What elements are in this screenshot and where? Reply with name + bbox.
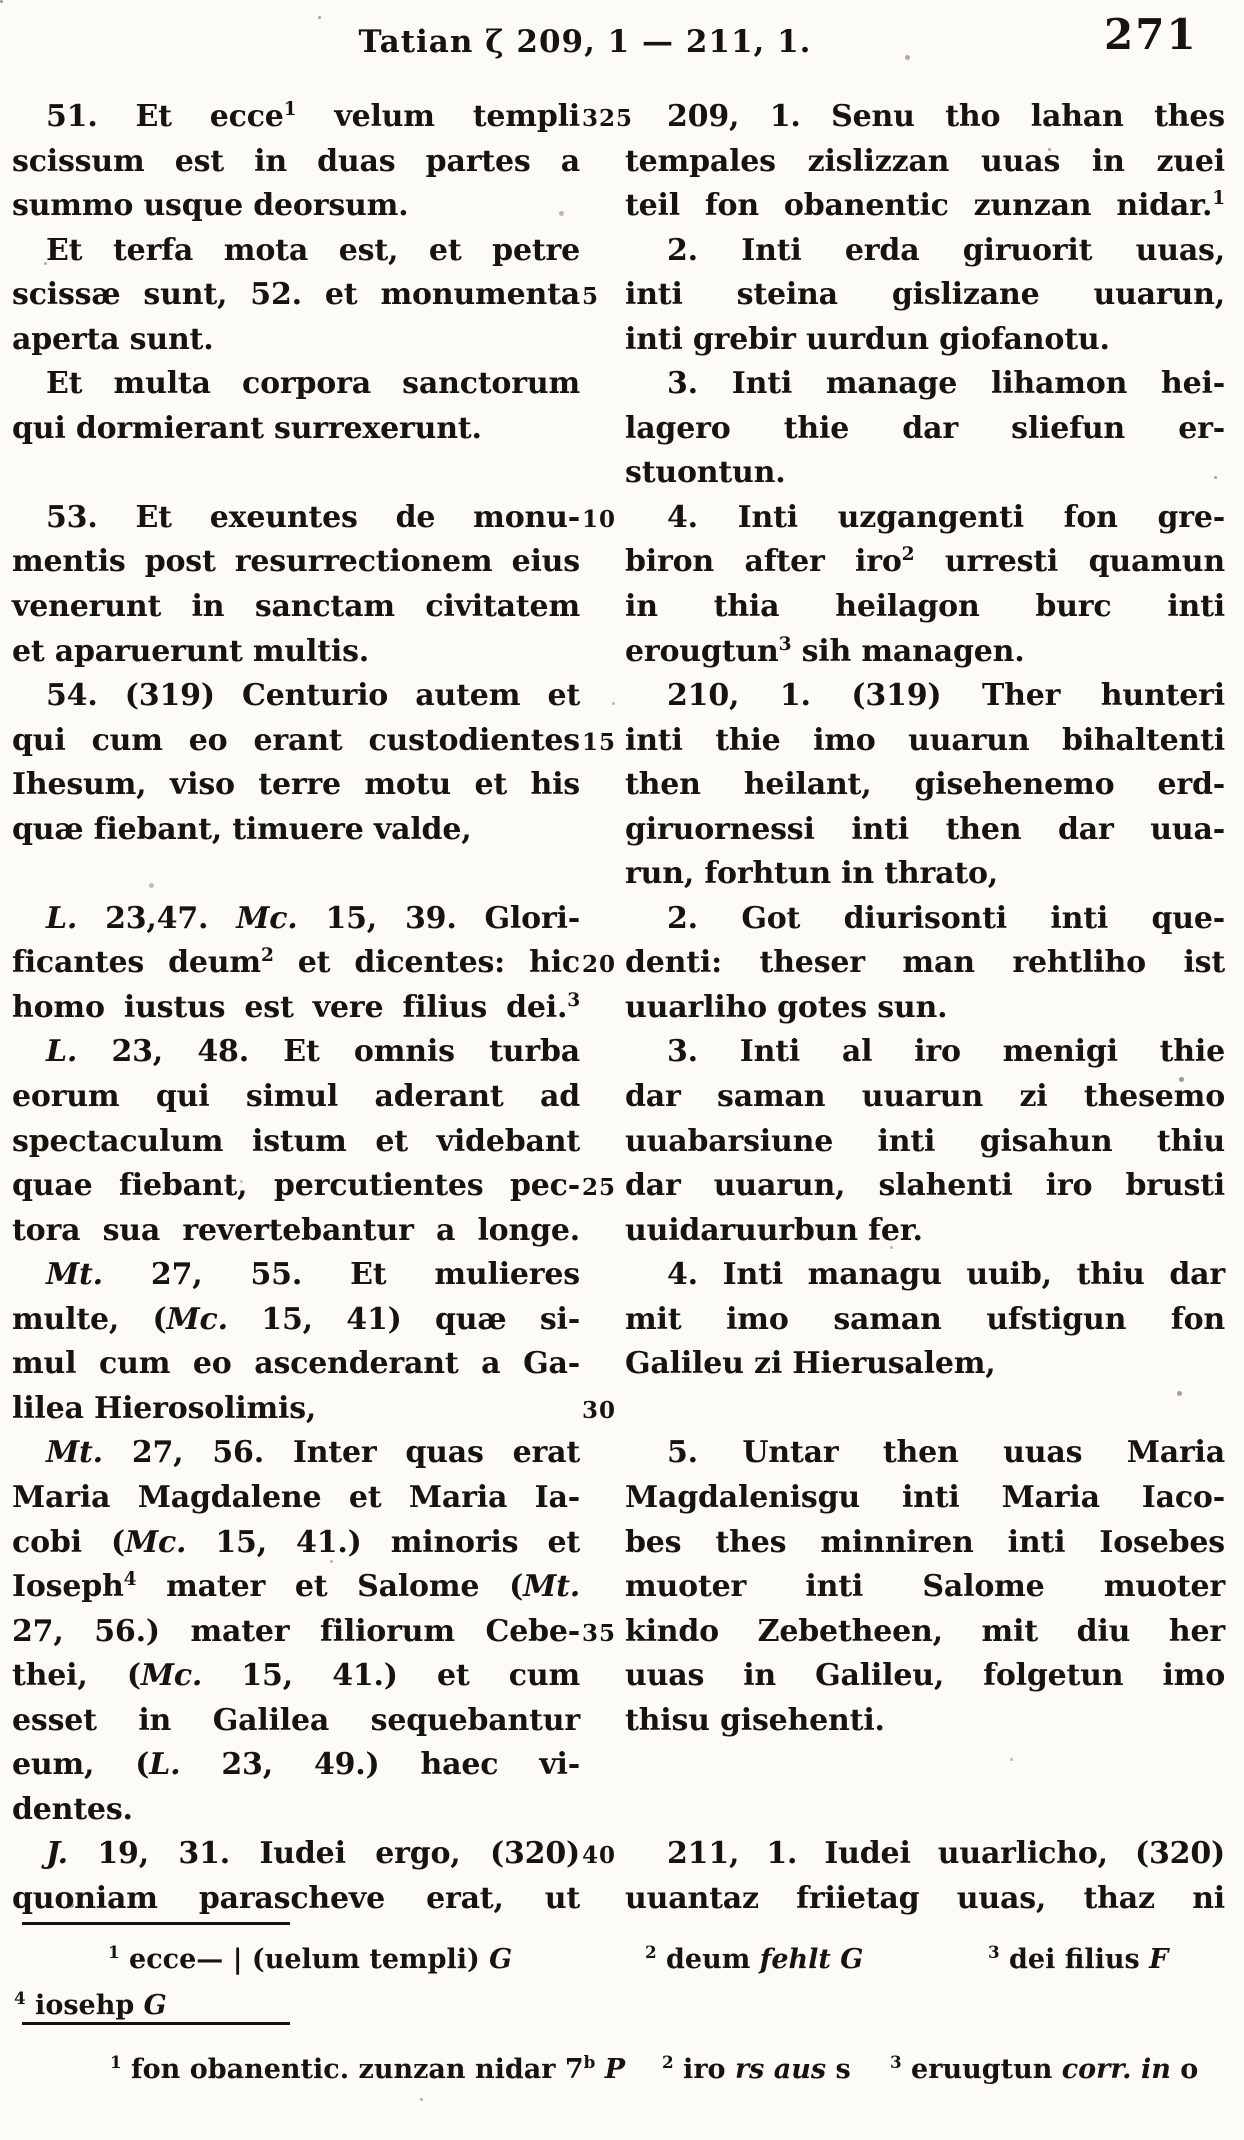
latin-text-line: eum, (L. 23, 49.) haec vi- xyxy=(12,1747,580,1783)
german-text-line: inti steina gislizane uuarun, xyxy=(625,277,1225,313)
gutter-line-number xyxy=(580,140,625,185)
latin-text-line: quæ fiebant, timuere valde, xyxy=(12,811,472,847)
footnote-latin-1: $^1$ ecce— | (uelum templi) G xyxy=(108,1942,513,1975)
german-text-line: teil fon obanentic zunzan nidar.$^1$ xyxy=(625,188,1225,224)
latin-text-line: cobi (Mc. 15, 41.) minoris et xyxy=(12,1524,580,1560)
latin-text-line: quae fiebant, percutientes pec- xyxy=(12,1168,580,1204)
footnote-separator-latin xyxy=(22,1922,290,1925)
text-row xyxy=(12,1877,1225,1922)
text-row xyxy=(12,1075,1225,1120)
text-row xyxy=(12,318,1225,363)
latin-text-line: ficantes deum$^2$ et dicentes: hic xyxy=(12,945,580,981)
german-text-line: uuas in Galileu, folgetun imo xyxy=(625,1658,1225,1694)
text-row xyxy=(12,1521,1225,1566)
german-text-line: kindo Zebetheen, mit diu her xyxy=(625,1613,1225,1649)
latin-text-line: spectaculum istum et videbant xyxy=(12,1123,580,1159)
footnote-german-3: $^3$ eruugtun corr. in o xyxy=(890,2052,1199,2085)
gutter-line-number xyxy=(580,1565,625,1610)
gutter-line-number: 15 xyxy=(582,728,617,756)
german-text-line: 210, 1. (319) Ther hunteri xyxy=(667,678,1225,714)
latin-text-line: L. 23, 48. Et omnis turba xyxy=(46,1034,580,1070)
footnote-latin-4: $^4$ iosehp G xyxy=(14,1988,167,2021)
text-row xyxy=(12,1832,1225,1877)
running-title: Tatian ζ 209, 1 — 211, 1. xyxy=(358,24,812,60)
german-text-line: dar uuarun, slahenti iro brusti xyxy=(625,1168,1225,1204)
text-row xyxy=(12,540,1225,585)
german-text-line: giruornessi inti then dar uua- xyxy=(625,811,1225,847)
german-text-line xyxy=(625,1788,1225,1833)
latin-text-line: dentes. xyxy=(12,1791,133,1827)
gutter-line-number xyxy=(580,1209,625,1254)
german-text-line: 5. Untar then uuas Maria xyxy=(667,1435,1225,1471)
gutter-line-number xyxy=(580,407,625,452)
latin-text-line: tora sua revertebantur a longe. xyxy=(12,1212,580,1248)
german-text-line: then heilant, gisehenemo erd- xyxy=(625,767,1225,803)
text-row xyxy=(12,719,1225,764)
german-text-line: Magdalenisgu inti Maria Iaco- xyxy=(625,1479,1225,1515)
german-text-line: 209, 1. Senu tho lahan thes xyxy=(667,99,1225,134)
gutter-line-number xyxy=(580,674,625,719)
text-row xyxy=(12,273,1225,318)
german-text-line: biron after iro$^2$ urresti quamun xyxy=(625,544,1225,580)
text-row xyxy=(12,140,1225,185)
text-row xyxy=(12,1298,1225,1343)
latin-text-line: et aparuerunt multis. xyxy=(12,633,370,669)
german-text-line: uuarliho gotes sun. xyxy=(625,989,948,1025)
gutter-line-number xyxy=(580,1253,625,1298)
latin-text-line: esset in Galilea sequebantur xyxy=(12,1702,580,1738)
page-number: 271 xyxy=(1104,10,1198,59)
latin-text-line xyxy=(12,451,580,496)
text-row xyxy=(12,674,1225,719)
latin-text-line: scissum est in duas partes a xyxy=(12,143,580,179)
latin-text-line: scissæ sunt, 52. et monumenta xyxy=(12,277,580,313)
latin-text-line xyxy=(12,852,580,897)
latin-text-line: 51. Et ecce$^1$ velum templi xyxy=(46,99,580,134)
latin-text-line: homo iustus est vere filius dei.$^3$ xyxy=(12,989,580,1025)
gutter-line-number xyxy=(580,1298,625,1343)
text-row xyxy=(12,630,1225,675)
latin-text-line: qui cum eo erant custodientes xyxy=(12,722,580,758)
german-text-line: thisu gisehenti. xyxy=(625,1702,885,1738)
latin-text-line: lilea Hierosolimis, xyxy=(12,1390,317,1426)
german-text-line: tempales zislizzan uuas in zuei xyxy=(625,143,1225,179)
german-text-line: 211, 1. Iudei uuarlicho, (320) xyxy=(667,1836,1225,1872)
text-row xyxy=(12,1788,1225,1833)
german-text-line: denti: theser man rehtliho ist xyxy=(625,945,1225,981)
text-row xyxy=(12,1209,1225,1254)
german-text-line: mit imo saman ufstigun fon xyxy=(625,1301,1225,1337)
gutter-line-number xyxy=(580,362,625,407)
text-row xyxy=(12,1253,1225,1298)
gutter-line-number xyxy=(580,763,625,808)
gutter-line-number: 35 xyxy=(582,1619,617,1647)
gutter-line-number xyxy=(580,1342,625,1387)
latin-text-line: mentis post resurrectionem eius xyxy=(12,544,580,580)
german-text-line: uuantaz friietag uuas, thaz ni xyxy=(625,1880,1225,1916)
gutter-line-number: 325 xyxy=(582,105,634,132)
text-row xyxy=(12,1565,1225,1610)
gutter-line-number xyxy=(580,318,625,363)
gutter-line-number xyxy=(580,897,625,942)
gutter-line-number: 5 xyxy=(582,283,600,311)
gutter-line-number xyxy=(580,1699,625,1744)
text-row xyxy=(12,1431,1225,1476)
german-text-line: 4. Inti uzgangenti fon gre- xyxy=(667,499,1225,535)
text-row xyxy=(12,941,1225,986)
gutter-line-number xyxy=(580,451,625,496)
german-text-line: inti thie imo uuarun bihaltenti xyxy=(625,722,1225,758)
footnote-latin-2: $^2$ deum fehlt G xyxy=(645,1942,864,1975)
gutter-line-number xyxy=(580,1743,625,1788)
latin-text-line: Mt. 27, 55. Et mulieres xyxy=(46,1257,580,1293)
latin-text-line: quoniam parascheve erat, ut xyxy=(12,1880,580,1916)
gutter-line-number xyxy=(580,1521,625,1566)
text-row xyxy=(12,763,1225,808)
latin-text-line: Mt. 27, 56. Inter quas erat xyxy=(46,1435,580,1471)
gutter-line-number xyxy=(580,1030,625,1075)
gutter-line-number xyxy=(580,1075,625,1120)
footnote-row-latin-1 xyxy=(0,1938,1244,1984)
gutter-line-number xyxy=(580,229,625,274)
footnote-german-2: $^2$ iro rs aus s xyxy=(662,2052,851,2085)
text-row xyxy=(12,496,1225,541)
german-text-line: muoter inti Salome muoter xyxy=(625,1569,1225,1605)
latin-text-line: eorum qui simul aderant ad xyxy=(12,1079,580,1115)
gutter-line-number: 20 xyxy=(582,951,617,979)
german-text-line: uuidaruurbun fer. xyxy=(625,1212,923,1248)
text-row xyxy=(12,362,1225,407)
latin-text-line: Ioseph$^4$ mater et Salome (Mt. xyxy=(12,1569,580,1605)
german-text-line: uuabarsiune inti gisahun thiu xyxy=(625,1123,1225,1159)
gutter-line-number xyxy=(580,540,625,585)
text-row xyxy=(12,95,1225,140)
text-row xyxy=(12,1120,1225,1165)
latin-text-line: venerunt in sanctam civitatem xyxy=(12,589,580,625)
latin-text-line: multe, (Mc. 15, 41) quæ si- xyxy=(12,1301,580,1337)
german-text-line: dar saman uuarun zi thesemo xyxy=(625,1079,1225,1115)
footnote-latin-3: $^3$ dei filius F xyxy=(988,1942,1169,1975)
text-row xyxy=(12,1476,1225,1521)
text-row xyxy=(12,407,1225,452)
latin-text-line: mul cum eo ascenderant a Ga- xyxy=(12,1346,580,1382)
gutter-line-number xyxy=(580,1431,625,1476)
text-row xyxy=(12,986,1225,1031)
text-row xyxy=(12,1387,1225,1432)
footnote-separator-german xyxy=(22,2022,290,2025)
german-text-line: lagero thie dar sliefun er- xyxy=(625,410,1225,446)
text-row xyxy=(12,184,1225,229)
gutter-line-number xyxy=(580,808,625,853)
gutter-line-number xyxy=(580,1877,625,1922)
gutter-line-number xyxy=(580,1788,625,1833)
german-text-line xyxy=(625,1387,1225,1432)
gutter-line-number: 10 xyxy=(582,505,617,533)
text-row xyxy=(12,1743,1225,1788)
latin-text-line: 53. Et exeuntes de monu- xyxy=(46,499,580,535)
text-row xyxy=(12,585,1225,630)
gutter-line-number: 30 xyxy=(582,1396,617,1424)
text-row xyxy=(12,1654,1225,1699)
latin-text-line: 27, 56.) mater filiorum Cebe- xyxy=(12,1613,580,1649)
text-row xyxy=(12,1342,1225,1387)
german-text-line: bes thes minniren inti Iosebes xyxy=(625,1524,1225,1560)
gutter-line-number xyxy=(580,585,625,630)
text-row xyxy=(12,1699,1225,1744)
gutter-line-number xyxy=(580,852,625,897)
latin-text-line: 54. (319) Centurio autem et xyxy=(46,678,580,714)
german-text-line: inti grebir uurdun giofanotu. xyxy=(625,321,1110,357)
german-text-line: 4. Inti managu uuib, thiu dar xyxy=(667,1257,1225,1293)
gutter-line-number xyxy=(580,1476,625,1521)
german-text-line: erougtun$^3$ sih managen. xyxy=(625,633,1025,669)
latin-text-line: summo usque deorsum. xyxy=(12,188,409,224)
footnote-german-1: $^1$ fon obanentic. zunzan nidar 7$^b$ P xyxy=(110,2052,626,2085)
latin-text-line: J. 19, 31. Iudei ergo, (320) xyxy=(46,1836,580,1872)
latin-text-line: Et multa corpora sanctorum xyxy=(46,366,580,402)
latin-text-line: Et terfa mota est, et petre xyxy=(46,232,580,268)
text-row xyxy=(12,1030,1225,1075)
gutter-line-number xyxy=(580,1120,625,1165)
footnote-row-german xyxy=(0,2048,1244,2094)
german-text-line: in thia heilagon burc inti xyxy=(625,589,1225,625)
latin-text-line: thei, (Mc. 15, 41.) et cum xyxy=(12,1658,580,1694)
text-row xyxy=(12,897,1225,942)
german-text-line: 3. Inti al iro menigi thie xyxy=(667,1034,1225,1070)
gutter-line-number: 25 xyxy=(582,1174,617,1202)
parallel-text-body xyxy=(12,95,1225,1921)
text-row xyxy=(12,229,1225,274)
text-row xyxy=(12,451,1225,496)
german-text-line: 2. Got diurisonti inti que- xyxy=(667,900,1225,936)
text-row xyxy=(12,1164,1225,1209)
german-text-line xyxy=(625,1743,1225,1788)
latin-text-line: aperta sunt. xyxy=(12,321,214,357)
german-text-line: 2. Inti erda giruorit uuas, xyxy=(667,232,1225,268)
latin-text-line: Maria Magdalene et Maria Ia- xyxy=(12,1479,580,1515)
latin-text-line: qui dormierant surrexerunt. xyxy=(12,410,482,446)
gutter-line-number xyxy=(580,986,625,1031)
german-text-line: stuontun. xyxy=(625,455,786,491)
text-row xyxy=(12,1610,1225,1655)
latin-text-line: Ihesum, viso terre motu et his xyxy=(12,767,580,803)
latin-text-line: L. 23,47. Mc. 15, 39. Glori- xyxy=(46,900,580,936)
gutter-line-number xyxy=(580,1654,625,1699)
german-text-line: run, forhtun in thrato, xyxy=(625,856,999,892)
gutter-line-number xyxy=(580,630,625,675)
text-row xyxy=(12,808,1225,853)
text-row xyxy=(12,852,1225,897)
german-text-line: Galileu zi Hierusalem, xyxy=(625,1346,996,1382)
german-text-line: 3. Inti manage lihamon hei- xyxy=(667,366,1225,402)
gutter-line-number xyxy=(580,184,625,229)
gutter-line-number: 40 xyxy=(582,1842,617,1870)
